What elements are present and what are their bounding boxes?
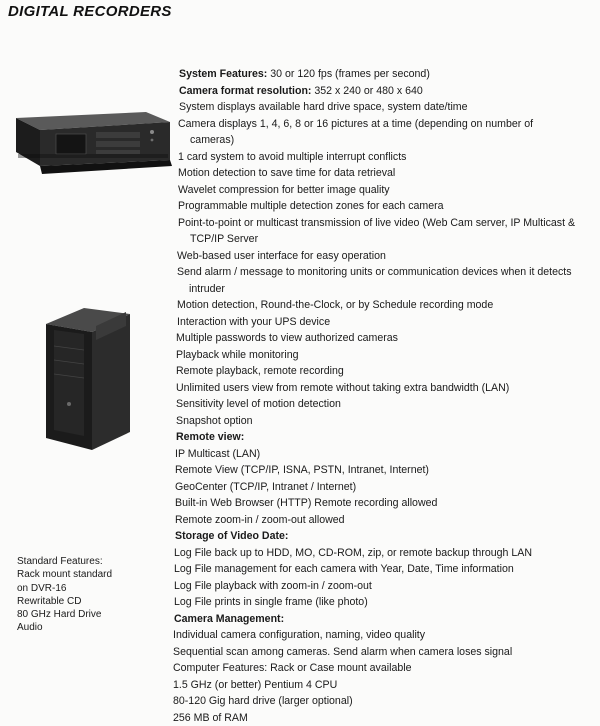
feature-item xyxy=(0,215,600,248)
feature-item: Unlimited users view from remote without taking extra bandwidth (LAN) xyxy=(176,381,510,394)
feature-item: Motion detection to save time for data retrieval xyxy=(178,167,396,179)
section-label-camera-management: Camera Management: xyxy=(174,612,285,625)
section-label-system-features: System Features: xyxy=(179,68,268,80)
feature-item: Log File playback with zoom-in / zoom-out xyxy=(174,579,372,592)
feature-item: Sensitivity level of motion detection xyxy=(176,398,341,410)
sidebar-line: Rewritable CD xyxy=(17,595,82,607)
feature-item: Remote zoom-in / zoom-out allowed xyxy=(175,513,345,526)
feature-item: Wavelet compression for better image quality xyxy=(178,183,390,196)
section-label-remote-view: Remote view: xyxy=(176,431,245,443)
sidebar-line: Rack mount standard xyxy=(17,569,113,581)
feature-item: Built-in Web Browser (HTTP) Remote recording allowed xyxy=(175,497,438,509)
feature-text: Camera displays 1, 4, 6, 8 or 16 pictures at a time (depending on number of xyxy=(178,117,534,130)
feature-item: IP Multicast (LAN) xyxy=(175,447,261,460)
feature-item: Web-based user interface for easy operation xyxy=(177,249,386,262)
feature-text-continued: intruder xyxy=(189,282,225,295)
feature-item: Playback while monitoring xyxy=(176,348,299,361)
feature-text: Send alarm / message to monitoring units or communication devices when it detects xyxy=(177,266,572,278)
feature-item: Log File prints in single frame (like photo) xyxy=(174,596,368,608)
feature-item: Individual camera configuration, naming, video quality xyxy=(173,629,426,641)
feature-item: GeoCenter (TCP/IP, Intranet / Internet) xyxy=(175,480,357,493)
feature-item: 80-120 Gig hard drive (larger optional) xyxy=(173,695,353,707)
feature-item xyxy=(0,83,600,100)
feature-text-continued: TCP/IP Server xyxy=(190,233,259,245)
sidebar-line: Audio xyxy=(17,622,43,634)
feature-item: Snapshot option xyxy=(176,414,253,427)
feature-item: Sequential scan among cameras. Send alarm when camera loses signal xyxy=(173,645,513,658)
feature-item xyxy=(0,116,600,149)
sidebar-line: 80 GHz Hard Drive xyxy=(17,609,102,621)
feature-item: 1.5 GHz (or better) Pentium 4 CPU xyxy=(173,678,338,691)
feature-text: 352 x 240 or 480 x 640 xyxy=(311,84,423,97)
feature-item: System displays available hard drive space, system date/time xyxy=(179,101,468,113)
feature-item: 1 card system to avoid multiple interrupt conflicts xyxy=(178,150,407,163)
sidebar-line: on DVR-16 xyxy=(17,582,67,594)
feature-item: Multiple passwords to view authorized cameras xyxy=(176,332,398,344)
feature-item: 256 MB of RAM xyxy=(173,711,248,724)
feature-item: Remote playback, remote recording xyxy=(176,365,344,377)
feature-item: Computer Features: Rack or Case mount available xyxy=(173,662,412,674)
page-title: DIGITAL RECORDERS xyxy=(8,3,172,20)
feature-item: Log File management for each camera with Year, Date, Time information xyxy=(174,563,514,575)
standard-features-sidebar xyxy=(17,555,157,635)
sidebar-line: Standard Features: xyxy=(17,556,103,567)
feature-item: Programmable multiple detection zones for each camera xyxy=(178,200,444,212)
section-label-camera-format: Camera format resolution: xyxy=(179,84,312,97)
feature-item: Motion detection, Round-the-Clock, or by Schedule recording mode xyxy=(177,299,494,311)
feature-text-continued: cameras) xyxy=(190,134,235,146)
feature-item: Interaction with your UPS device xyxy=(177,315,331,328)
feature-item: Remote View (TCP/IP, ISNA, PSTN, Intranet, Internet) xyxy=(175,464,429,476)
feature-text: Point-to-point or multicast transmission of live video (Web Cam server, IP Multicast & xyxy=(178,216,576,229)
section-label-storage: Storage of Video Date: xyxy=(175,530,289,542)
feature-item xyxy=(0,264,600,297)
feature-text: 30 or 120 fps (frames per second) xyxy=(267,68,430,80)
feature-item: Log File back up to HDD, MO, CD-ROM, zip, or remote backup through LAN xyxy=(174,546,532,559)
feature-item xyxy=(0,66,600,83)
